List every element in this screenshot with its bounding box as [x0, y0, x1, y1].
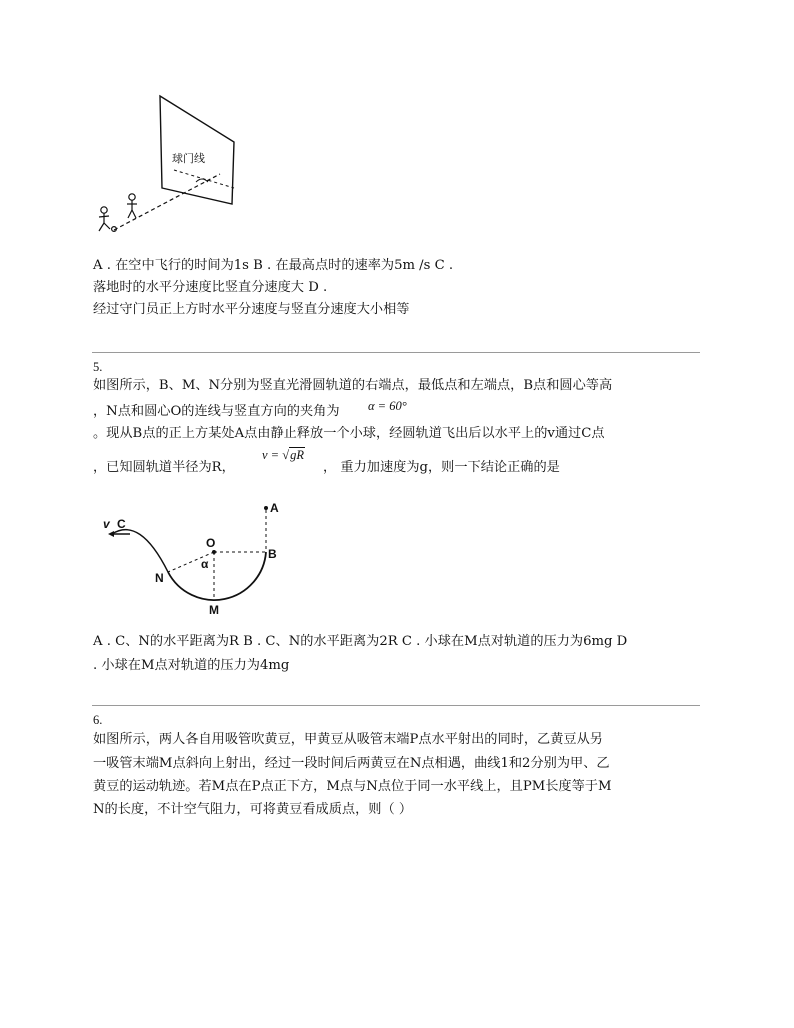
velocity-formula: [262, 448, 305, 463]
q4-option-line-1: A . 在空中飞行的时间为1s B . 在最高点时的速率为5m /s C .: [93, 258, 454, 273]
ball-path: [114, 174, 220, 230]
label-alpha: α: [201, 557, 209, 571]
label-O: O: [206, 536, 216, 550]
divider-2: [92, 705, 700, 706]
q6-line-3: 黄豆的运动轨迹。若M点在P点正下方，M点与N点位于同一水平线上，且PM长度等于M: [93, 779, 612, 794]
defender-figure: [127, 194, 137, 218]
q6-number: 6.: [93, 713, 103, 727]
goal-frame: [160, 96, 234, 204]
circular-track-figure: [100, 496, 290, 618]
q5-line-4: ，已知圆轨道半径为R，: [93, 460, 235, 475]
goal-figure: [92, 92, 252, 242]
flight-path: [112, 530, 168, 572]
label-B: B: [268, 547, 277, 561]
q4-option-line-3: 经过守门员正上方时水平分速度与竖直分速度大小相等: [93, 302, 410, 317]
angle-formula: α = 60°: [368, 399, 407, 413]
q5-option-line-2: . 小球在M点对轨道的压力为4mg: [93, 658, 290, 673]
goal-line-label: 球门线: [172, 153, 205, 165]
label-M: M: [209, 603, 219, 617]
label-A: A: [270, 501, 279, 515]
q5-line-3: 。现从B点的正上方某处A点由静止释放一个小球，经圆轨道飞出后以水平上的v通过C点: [93, 426, 605, 441]
velocity-formula-radicand: gR: [290, 448, 304, 462]
divider-1: [92, 352, 700, 353]
kicker-figure: [99, 207, 116, 232]
sqrt-sign: √: [282, 448, 290, 462]
label-N: N: [155, 571, 164, 585]
label-C: C: [117, 517, 126, 531]
q5-option-line-1: A . C、N的水平距离为R B . C、N的水平距离为2R C . 小球在M点对轨道的压力为6mg D: [93, 634, 628, 649]
q4-option-line-2: 落地时的水平分速度比竖直分速度大 D .: [93, 280, 328, 295]
q5-line-1: 如图所示，B、M、N分别为竖直光滑圆轨道的右端点，最低点和左端点，B点和圆心等高: [93, 378, 613, 393]
velocity-formula-lhs: v =: [262, 448, 280, 462]
q5-line-5: ， 重力加速度为g，则一下结论正确的是: [323, 460, 560, 475]
q5-number: 5.: [93, 360, 103, 374]
q6-line-1: 如图所示，两人各自用吸管吹黄豆，甲黄豆从吸管末端P点水平射出的同时，乙黄豆从另: [93, 732, 603, 747]
circular-track: [168, 552, 266, 600]
q5-line-2: ，N点和圆心O的连线与竖直方向的夹角为: [93, 404, 340, 419]
q6-line-2: 一吸管末端M点斜向上射出，经过一段时间后两黄豆在N点相遇，曲线1和2分别为甲、乙: [93, 756, 610, 771]
q6-line-4: N的长度，不计空气阻力，可将黄豆看成质点，则（ ）: [93, 802, 413, 817]
label-v: v: [103, 517, 110, 531]
